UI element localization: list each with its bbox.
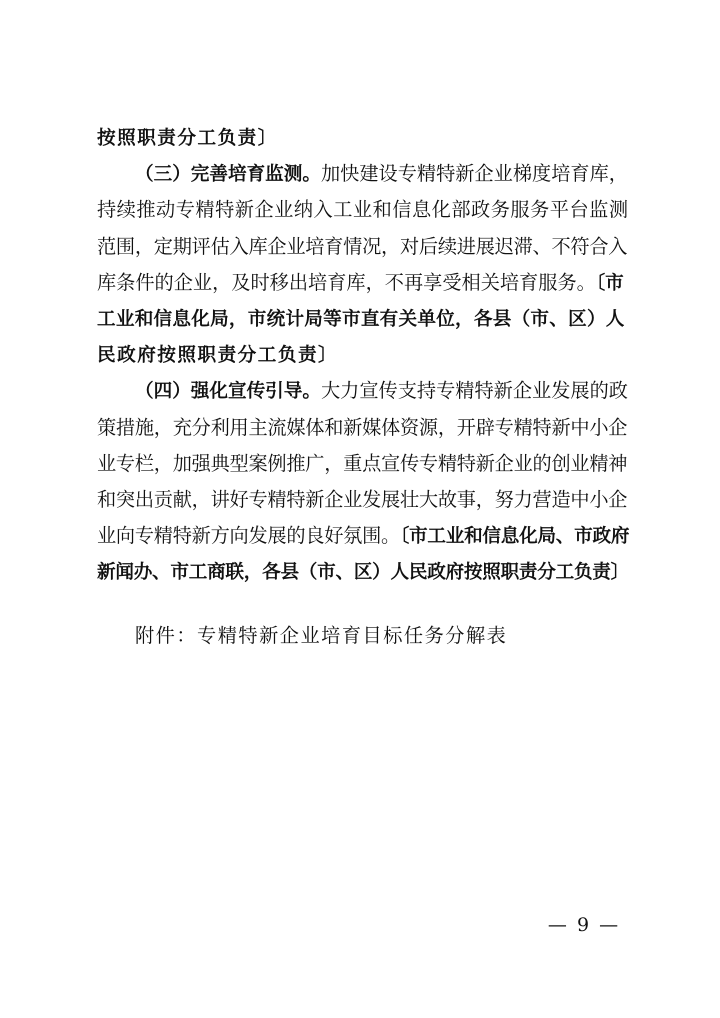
page-number: — 9 —: [547, 914, 621, 936]
bold-text-run: 工业和信息化局，市统计局等市直有关单位，各县（市、区）人: [97, 309, 625, 330]
bold-text-run: 新闻办、市工商联，各县（市、区）人民政府按照职责分工负责〕: [97, 562, 629, 584]
text-run: 加快建设专精特新企业梯度培育库，: [320, 162, 628, 186]
text-line: [135, 156, 629, 192]
text-run: 策措施，充分利用主流媒体和新媒体资源，开辟专精特新中小企: [97, 415, 628, 439]
text-run: 大力宣传支持专精特新企业发展的政: [320, 379, 628, 403]
bold-text-run: （三）完善培育监测。: [135, 164, 321, 186]
bold-text-run: 〔市工业和信息化局、市政府: [400, 526, 630, 548]
bold-text-run: 〔市: [595, 272, 624, 294]
text-line: [97, 265, 629, 301]
text-line: [97, 301, 629, 337]
bold-text-run: （四）强化宣传引导。: [135, 381, 321, 403]
text-run: 和突出贡献，讲好专精特新企业发展壮大故事，努力营造中小企: [97, 488, 628, 511]
attachment-note: 附件：专精特新企业培育目标任务分解表: [135, 624, 508, 647]
text-line: [97, 518, 629, 554]
text-run: 业专栏，加强典型案例推广，重点宣传专精特新企业的创业精神: [97, 451, 628, 475]
bold-text-run: 民政府按照职责分工负责〕: [97, 345, 339, 367]
bold-text-run: 按照职责分工负责〕: [97, 128, 278, 149]
text-line: [97, 554, 629, 590]
text-line: [97, 192, 629, 228]
text-line: [97, 337, 629, 373]
text-run: 库条件的企业，及时移出培育库，不再享受相关培育服务。: [97, 270, 596, 294]
text-line: [97, 482, 629, 518]
text-line: [135, 373, 629, 409]
text-run: 持续推动专精特新企业纳入工业和信息化部政务服务平台监测: [97, 198, 629, 222]
text-run: 业向专精特新方向发展的良好氛围。: [97, 524, 400, 548]
text-run: 范围，定期评估入库企业培育情况，对后续进展迟滞、不符合入: [97, 234, 628, 258]
text-line: [97, 410, 629, 446]
text-line: [97, 446, 629, 482]
text-line: [97, 229, 629, 265]
text-line: [97, 120, 629, 156]
